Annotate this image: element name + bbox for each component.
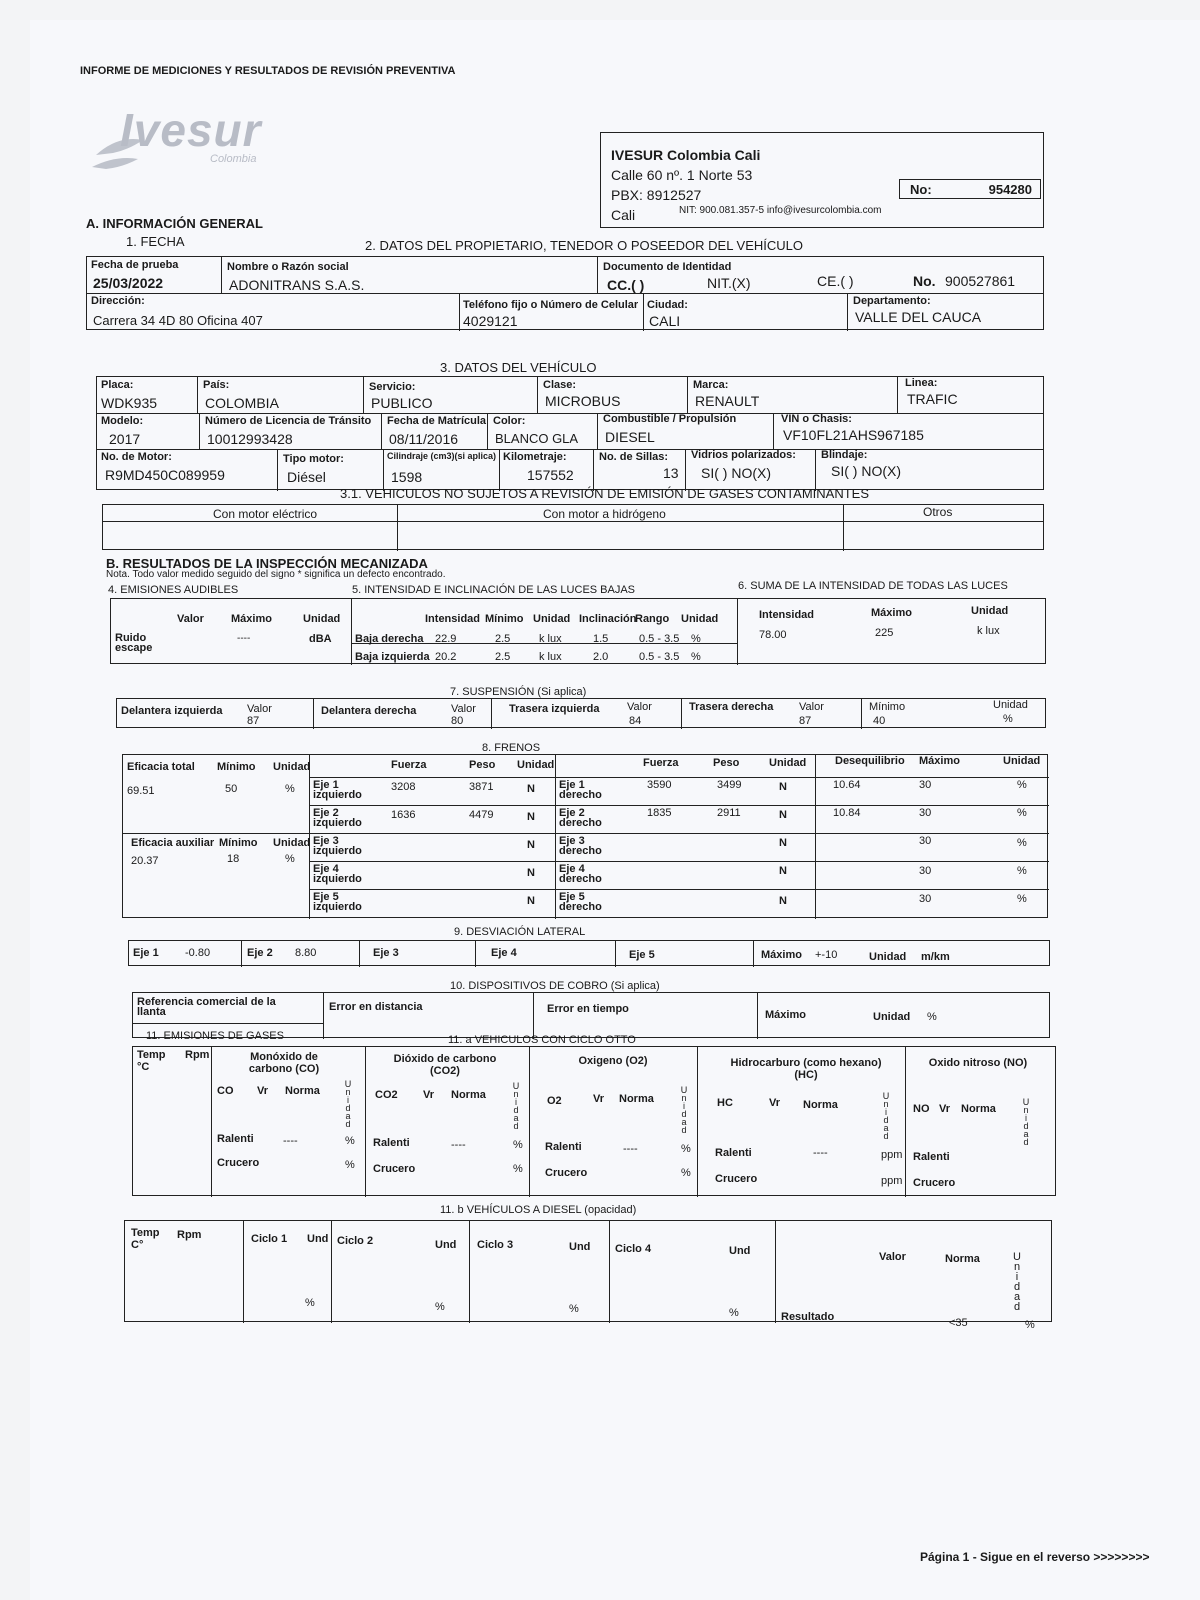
exempt-title: 3.1. VEHICULOS NO SUJETOS A REVISIÓN DE EMISIÓN DE GASES CONTAMINANTES <box>340 486 870 501</box>
diesel-title: 11. b VEHÍCULOS A DIESEL (opacidad) <box>440 1204 637 1216</box>
report-sheet <box>30 20 1200 1600</box>
suspension-table: Delantera izquierda Valor 87 Delantera derecha Valor 80 Trasera izquierda Valor 84 Trasera derecha Valor 87 Mínimo 40 Unidad % <box>116 698 1046 728</box>
company-name: IVESUR Colombia Cali <box>611 147 761 163</box>
owner-table: Fecha de prueba 25/03/2022 Nombre o Razón social ADONITRANS S.A.S. Documento de Identidad CC.( ) NIT.(X) CE.( ) No. 900527861 Dirección: Carrera 34 4D 80 Oficina 407 Teléfono fijo o Número de Celular 4029121 Ciudad: CALI Departamento: VALLE DEL CAUCA <box>86 256 1044 330</box>
owner-title: 2. DATOS DEL PROPIETARIO, TENEDOR O POSEEDOR DEL VEHÍCULO <box>365 238 804 253</box>
gases-title: 11. EMISIONES DE GASES <box>146 1030 284 1042</box>
vehicle-brand: RENAULT <box>695 393 760 409</box>
luces-table: Valor Máximo Unidad Ruido escape ---- dBA Intensidad Mínimo Unidad Inclinación Rango Unidad Baja derecha 22.9 2.5 k lux 1.5 0.5 - 3.5 % Baja izquierda 20.2 2.5 k lux 2.0 0.5 - 3.5 % Intensidad Máximo Unidad 78.00 225 k lux <box>110 598 1046 664</box>
brake-aux-efficiency: 20.37 <box>131 855 159 867</box>
brake-total-efficiency: 69.51 <box>127 785 155 797</box>
vehicle-country: COLOMBIA <box>205 395 279 411</box>
owner-address: Carrera 34 4D 80 Oficina 407 <box>93 313 263 328</box>
report-title: INFORME DE MEDICIONES Y RESULTADOS DE REVISIÓN PREVENTIVA <box>80 65 456 77</box>
owner-city: CALI <box>649 313 681 329</box>
vehicle-displacement: 1598 <box>391 469 423 485</box>
vehicle-color: BLANCO GLA <box>495 431 579 446</box>
vehicle-armor: SI( ) NO(X) <box>831 463 901 479</box>
report-number-box: No: 954280 <box>899 179 1041 199</box>
vehicle-class: MICROBUS <box>545 393 621 409</box>
page-footer: Página 1 - Sigue en el reverso >>>>>>>> <box>920 1550 1150 1564</box>
vehicle-mileage: 157552 <box>527 467 574 483</box>
company-pbx: PBX: 8912527 <box>611 187 702 203</box>
vehicle-seats: 13 <box>663 465 679 481</box>
owner-doc-number: 900527861 <box>945 273 1016 289</box>
vehicle-service: PUBLICO <box>371 395 433 411</box>
suma-luces-title: 6. SUMA DE LA INTENSIDAD DE TODAS LAS LUCES <box>738 580 1008 592</box>
frenos-title: 8. FRENOS <box>482 742 541 754</box>
vehicle-engine-type: Diésel <box>287 469 326 485</box>
desviacion-title: 9. DESVIACIÓN LATERAL <box>454 926 586 938</box>
desviacion-table: Eje 1 -0.80 Eje 2 8.80 Eje 3 Eje 4 Eje 5 Máximo +-10 Unidad m/km <box>128 940 1050 966</box>
cobro-table: Referencia comercial de la llanta Error en distancia Error en tiempo Máximo Unidad % <box>132 992 1050 1038</box>
vehicle-table: Placa: WDK935 País: COLOMBIA Servicio: PUBLICO Clase: MICROBUS Marca: RENAULT Linea: TRAFIC Modelo: 2017 Número de Licencia de Tránsito 10012993428 Fecha de Matrícula 08/11/2016 Color: BLANCO GLA Combustible / Propulsión DIESEL VIN o Chasis: VF10FL21AHS967185 No. de Motor: R9MD450C089959 Tipo motor: Diésel Cilindraje (cm3)(si aplica) 1598 Kilometraje: 157552 No. de Sillas: 13 Vidrios polarizados: SI( ) NO(X) Blindaje: SI( ) NO(X) <box>96 376 1044 490</box>
section-b-title: B. RESULTADOS DE LA INSPECCIÓN MECANIZADA <box>106 556 428 571</box>
section-a-title: A. INFORMACIÓN GENERAL <box>86 216 263 231</box>
vehicle-license: 10012993428 <box>207 431 293 447</box>
fecha-value: 25/03/2022 <box>93 275 164 291</box>
vehicle-registration-date: 08/11/2016 <box>389 431 459 447</box>
fecha-title: 1. FECHA <box>126 234 185 249</box>
audibles-title: 4. EMISIONES AUDIBLES <box>108 584 239 596</box>
vehicle-line: TRAFIC <box>907 391 958 407</box>
owner-department: VALLE DEL CAUCA <box>855 309 982 325</box>
owner-name: ADONITRANS S.A.S. <box>229 277 365 293</box>
ivesur-logo: Ivesur Colombia <box>88 105 318 175</box>
report-number: 954280 <box>988 182 1032 197</box>
vehicle-title: 3. DATOS DEL VEHÍCULO <box>440 360 597 375</box>
frenos-table: Eficacia total Mínimo Unidad 69.51 50 % Eficacia auxiliar Mínimo Unidad 20.37 18 % Fuerza Peso Unidad Fuerza Peso Unidad Desequilibrio Máximo Unidad Eje 1 izquierdo 3208 3871 N Eje 1 derecho 3590 3499 N 10.64 30 % Eje 2 izquierdo 1636 4479 N Eje 2 derecho 1835 2911 N 10.84 30 % Eje 3 izquierdo N Eje 3 derecho N 30 % Eje 4 izquierdo N Eje 4 derecho N 30 % Eje 5 izquierdo N Eje 5 derecho N 30 % <box>122 754 1048 918</box>
otto-title: 11. a VEHICULOS CON CICLO OTTO <box>448 1034 636 1046</box>
vehicle-fuel: DIESEL <box>605 429 655 445</box>
lateral-deviation-axle-2: 8.80 <box>295 947 317 959</box>
vehicle-plate: WDK935 <box>101 395 158 411</box>
section-b-note: Nota. Todo valor medido seguido del signo * significa un defecto encontrado. <box>106 569 446 580</box>
luces-title: 5. INTENSIDAD E INCLINACIÓN DE LAS LUCES BAJAS <box>352 584 636 596</box>
opacity-norm: <35 <box>949 1317 968 1329</box>
lateral-deviation-axle-1: -0.80 <box>185 947 211 959</box>
vehicle-model: 2017 <box>109 431 141 447</box>
company-box <box>600 132 1044 228</box>
owner-phone: 4029121 <box>463 313 518 329</box>
company-nit-email: NIT: 900.081.357-5 info@ivesurcolombia.com <box>679 205 882 216</box>
gases-table: Temp °C Rpm Monóxido de carbono (CO) CO Vr Norma Unidad Ralenti ---- % Crucero % Dióxido de carbono (CO2) CO2 Vr Norma Unidad Ralenti ---- % Crucero % Oxigeno (O2) O2 Vr Norma Unidad Ralenti ---- % Crucero % Hidrocarburo (como hexano) (HC) HC Vr Norma Unidad Ralenti ---- ppm Crucero ppm Oxido nitroso (NO) NO Vr Norma Unidad Ralenti Crucero <box>132 1046 1056 1196</box>
exempt-table: Con motor eléctrico Con motor a hidrógeno Otros <box>102 504 1044 550</box>
cobro-title: 10. DISPOSITIVOS DE COBRO (Si aplica) <box>450 980 660 992</box>
vehicle-vin: VF10FL21AHS967185 <box>783 427 924 443</box>
company-city: Cali <box>611 207 636 223</box>
vehicle-tinted-windows: SI( ) NO(X) <box>701 465 771 481</box>
suspension-title: 7. SUSPENSIÓN (Si aplica) <box>450 686 587 698</box>
total-light-intensity: 78.00 <box>759 629 787 641</box>
diesel-table: Temp C° Rpm Ciclo 1 Und % Ciclo 2 Und % Ciclo 3 Und % Ciclo 4 Und % Valor Norma Unidad Resultado <35 % <box>124 1220 1052 1322</box>
vehicle-engine-number: R9MD450C089959 <box>105 467 225 483</box>
company-address: Calle 60 nº. 1 Norte 53 <box>611 167 753 183</box>
